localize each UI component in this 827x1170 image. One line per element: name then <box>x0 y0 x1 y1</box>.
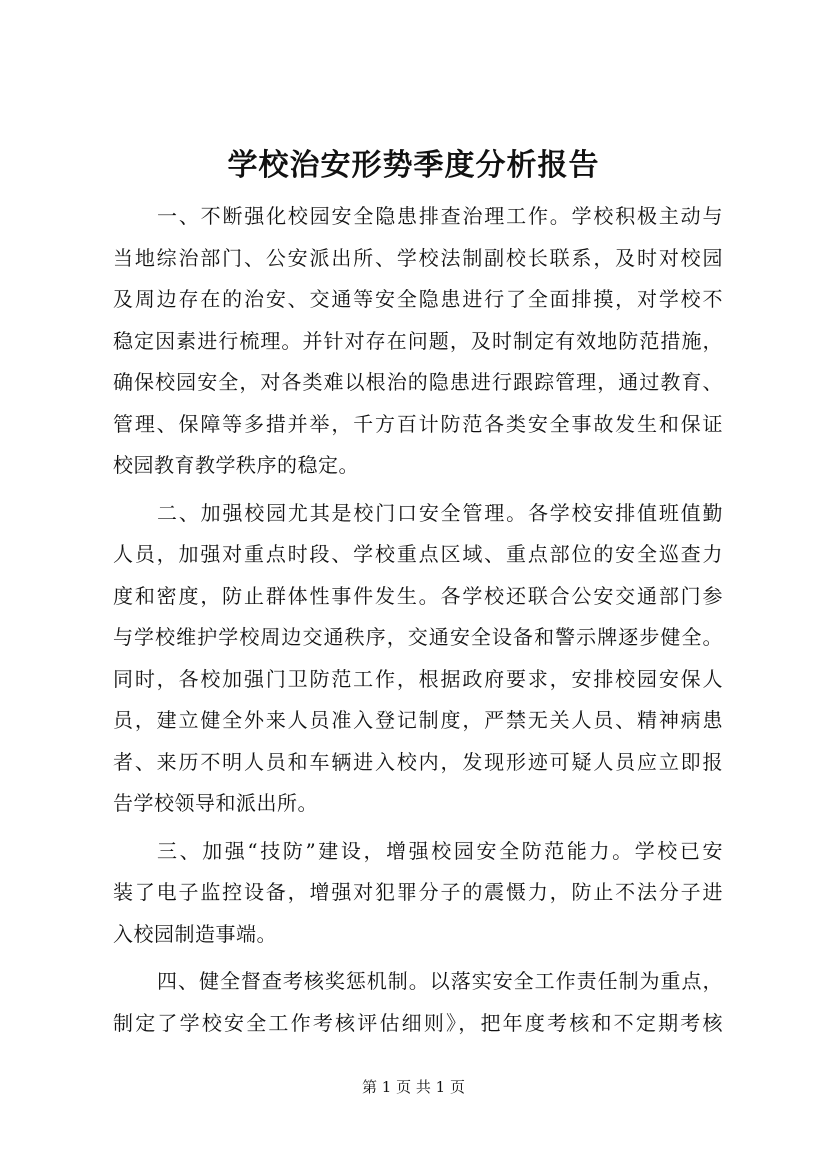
text-line: 制定了学校安全工作考核评估细则》，把年度考核和不定期考核 <box>113 1010 723 1035</box>
text-line: 当地综治部门、公安派出所、学校法制副校长联系，及时对校园 <box>113 245 723 270</box>
text-line: 稳定因素进行梳理。并针对存在问题，及时制定有效地防范措施， <box>113 328 723 353</box>
text-line: 二、加强校园尤其是校门口安全管理。各学校安排值班值勤 <box>157 500 723 525</box>
text-line: 及周边存在的治安、交通等安全隐患进行了全面排摸，对学校不 <box>113 287 723 311</box>
paragraph-2 <box>113 493 723 825</box>
text-line: 入校园制造事端。 <box>113 921 277 946</box>
text-line: 度和密度，防止群体性事件发生。各学校还联合公安交通部门参 <box>113 583 723 608</box>
text-line: 确保校园安全，对各类难以根治的隐患进行跟踪管理，通过教育、 <box>113 370 723 394</box>
text-line: 管理、保障等多措并举，千方百计防范各类安全事故发生和保证 <box>113 411 723 436</box>
document-body <box>113 196 723 1050</box>
paragraph-1 <box>113 196 723 487</box>
document-title: 学校治安形势季度分析报告 <box>227 148 600 183</box>
text-line: 者、来历不明人员和车辆进入校内，发现形迹可疑人员应立即报 <box>113 749 723 774</box>
text-line: 校园教育教学秩序的稳定。 <box>113 453 359 477</box>
text-line: 三、加强“技防”建设，增强校园安全防范能力。学校已安 <box>157 838 723 863</box>
paragraph-4 <box>113 961 723 1044</box>
text-line: 一、不断强化校园安全隐患排查治理工作。学校积极主动与 <box>157 204 723 228</box>
paragraph-3 <box>113 831 723 956</box>
text-line: 四、健全督查考核奖惩机制。以落实安全工作责任制为重点， <box>157 969 723 993</box>
text-line: 与学校维护学校周边交通秩序，交通安全设备和警示牌逐步健全。 <box>113 625 723 649</box>
text-line: 同时，各校加强门卫防范工作，根据政府要求，安排校园安保人 <box>113 666 723 691</box>
text-line: 告学校领导和派出所。 <box>113 791 318 815</box>
page-footer: 第 1 页 共 1 页 <box>362 1078 465 1096</box>
text-line: 装了电子监控设备，增强对犯罪分子的震慑力，防止不法分子进 <box>113 880 723 904</box>
text-line: 人员，加强对重点时段、学校重点区域、重点部位的安全巡查力 <box>113 542 723 566</box>
text-line: 员，建立健全外来人员准入登记制度，严禁无关人员、精神病患 <box>113 708 723 732</box>
